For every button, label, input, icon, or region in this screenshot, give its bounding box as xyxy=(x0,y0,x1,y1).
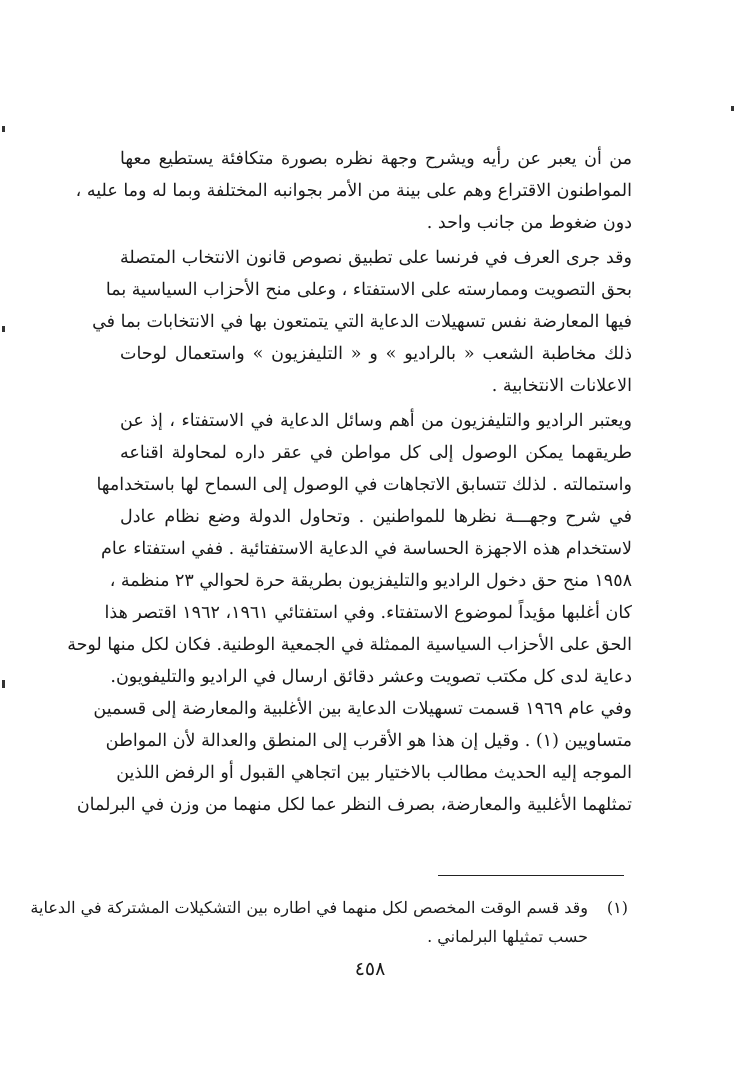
footnote-separator xyxy=(438,875,624,876)
text-line: دون ضغوط من جانب واحد . xyxy=(426,213,632,233)
text-line: ويعتبر الراديو والتليفزيون من أهم وسائل الدعاية في الاستفتاء ، إذ عن xyxy=(120,411,632,431)
page-number: ٤٥٨ xyxy=(354,958,386,980)
footnote-indent xyxy=(588,922,628,951)
footnote-row xyxy=(110,922,628,951)
text-line: من أن يعبر عن رأيه ويشرح وجهة نظره بصورة متكافئة يستطيع معها xyxy=(120,149,632,169)
footnote-marker: (١) xyxy=(606,898,628,917)
text-line: في شرح وجهـــة نظرها للمواطنين . وتحاول الدولة وضع نظام عادل xyxy=(120,507,632,527)
footnote-row xyxy=(30,893,628,922)
footnote-line: حسب تمثيلها البرلماني . xyxy=(427,927,588,946)
text-line: ذلك مخاطبة الشعب « بالراديو » و « التليفزيون » واستعمال لوحات xyxy=(120,344,632,364)
text-line: تمثلهما الأغلبية والمعارضة، بصرف النظر عما لكل منهما من وزن في البرلمان xyxy=(76,795,632,815)
text-line: واستمالته . لذلك تتسابق الاتجاهات في الوصول إلى السماح لها باستخدامها xyxy=(96,475,632,495)
text-line: دعاية لدى كل مكتب تصويت وعشر دقائق ارسال في الراديو والتليفويون. xyxy=(110,667,632,687)
footnote-line: وقد قسم الوقت المخصص لكل منهما في اطاره بين التشكيلات المشتركة في الدعاية xyxy=(30,898,588,917)
text-line: الاعلانات الانتخابية . xyxy=(491,376,632,396)
paragraph-2 xyxy=(92,242,632,402)
text-line: المواطنون الاقتراع وهم على بينة من الأمر بجوانبه المختلفة وبما له وما عليه ، xyxy=(75,181,632,201)
text-line: فيها المعارضة نفس تسهيلات الدعاية التي يتمتعون بها في الانتخابات بما في xyxy=(92,312,632,332)
text-line: الحق على الأحزاب السياسية الممثلة في الجمعية الوطنية. فكان لكل منها لوحة xyxy=(67,635,632,655)
text-line: متساويين (١) . وقيل إن هذا هو الأقرب إلى المنطق والعدالة لأن المواطن xyxy=(105,731,632,751)
text-line: وفي عام ١٩٦٩ قسمت تسهيلات الدعاية بين الأغلبية والمعارضة إلى قسمين xyxy=(93,699,632,719)
text-line: لاستخدام هذه الاجهزة الحساسة في الدعاية الاستفتائية . ففي استفتاء عام xyxy=(101,539,632,559)
text-line: وقد جرى العرف في فرنسا على تطبيق نصوص قانون الانتخاب المتصلة xyxy=(120,248,632,268)
paragraph-1 xyxy=(75,143,632,239)
footnote xyxy=(30,893,628,951)
text-line: كان أغلبها مؤيداً لموضوع الاستفتاء. وفي استفتائي ١٩٦١، ١٩٦٢ اقتصر هذا xyxy=(104,603,632,623)
margin-mark xyxy=(2,126,5,132)
paragraph-3 xyxy=(67,405,632,821)
text-line: الموجه إليه الحديث مطالب بالاختيار بين اتجاهي القبول أو الرفض اللذين xyxy=(116,763,632,783)
margin-mark xyxy=(2,680,5,688)
margin-mark xyxy=(731,106,734,111)
margin-mark xyxy=(2,326,5,332)
text-line: بحق التصويت وممارسته على الاستفتاء ، وعلى منح الأحزاب السياسية بما xyxy=(105,280,632,300)
text-line: طريقهما يمكن الوصول إلى كل مواطن في عقر داره لمحاولة اقناعه xyxy=(120,443,632,463)
text-line: ١٩٥٨ منح حق دخول الراديو والتليفزيون بطريقة حرة لحوالي ٢٣ منظمة ، xyxy=(109,571,632,591)
